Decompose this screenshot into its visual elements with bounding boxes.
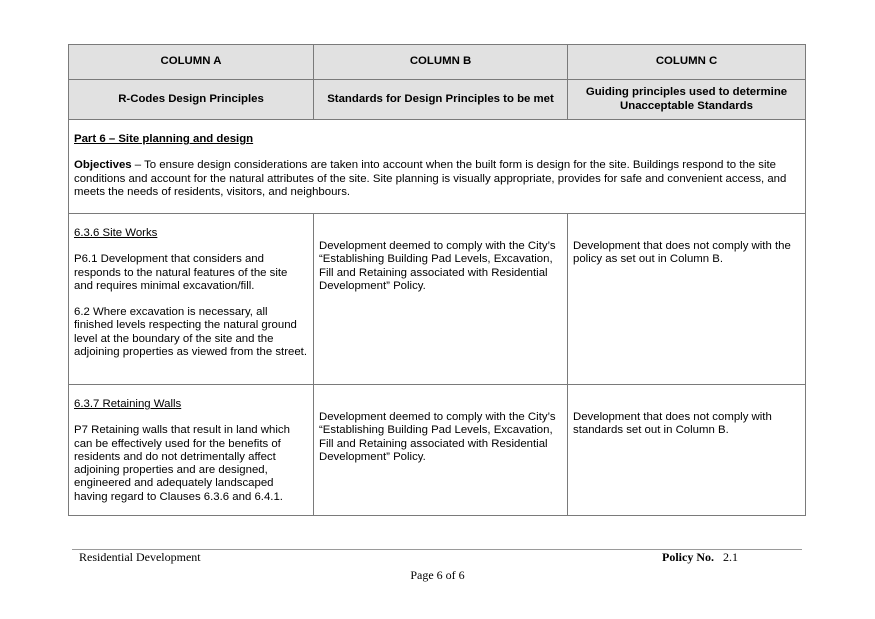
column-b-subheader: Standards for Design Principles to be met [314, 80, 568, 120]
policy-table [68, 44, 806, 516]
part-cell [69, 120, 806, 214]
standard-text: Development deemed to comply with the City’s “Establishing Building Pad Levels, Excavation, Fill and Retaining associated with Residential Development” Policy. [319, 411, 556, 463]
header-row [69, 45, 806, 80]
table-row [69, 385, 806, 516]
part-title: Part 6 – Site planning and design [74, 133, 254, 145]
principle-paragraph: 6.2 Where excavation is necessary, all finished levels respecting the natural ground level at the boundary of the site and the adjoining properties as viewed from the street. [74, 306, 307, 359]
policy-label: Policy No. [662, 550, 714, 564]
column-c-subheader: Guiding principles used to determine Unacceptable Standards [568, 80, 806, 120]
objectives-text [74, 159, 800, 199]
subheader-row [69, 80, 806, 120]
retaining-walls-cell [69, 385, 314, 516]
table-row [69, 214, 806, 385]
column-a-header: COLUMN A [69, 45, 314, 80]
page-number: Page 6 of 6 [410, 568, 465, 582]
footer-document-title: Residential Development [79, 550, 201, 564]
site-works-cell [69, 214, 314, 385]
unacceptable-text: Development that does not comply with standards set out in Column B. [573, 411, 772, 437]
standard-cell [314, 214, 568, 385]
footer-policy [662, 550, 738, 565]
unacceptable-cell [568, 385, 806, 516]
policy-number: 2.1 [723, 550, 738, 564]
column-a-subheader: R-Codes Design Principles [69, 80, 314, 120]
part-row [69, 120, 806, 214]
principle-paragraph: P7 Retaining walls that result in land which can be effectively used for the benefits of residents and do not detrimentally affect adjoining properties and are designed, engineered and adequately landscaped having regard to Clauses 6.3.6 and 6.4.1. [74, 424, 290, 503]
section-title: 6.3.6 Site Works [74, 227, 158, 239]
objectives-label: Objectives [74, 159, 132, 172]
principle-paragraph: P6.1 Development that considers and responds to the natural features of the site and requires minimal excavation/fill. [74, 253, 288, 292]
unacceptable-text: Development that does not comply with the policy as set out in Column B. [573, 240, 791, 266]
objectives-body: – To ensure design considerations are taken into account when the built form is design for the site. Buildings respond to the site conditions and account for the natural attributes of the site. Site planning is visually appropriate, provides for safe and convenient access, and meets the needs of residents, visitors, and neighbours. [74, 159, 787, 198]
column-b-header: COLUMN B [314, 45, 568, 80]
standard-cell [314, 385, 568, 516]
column-c-header: COLUMN C [568, 45, 806, 80]
section-title: 6.3.7 Retaining Walls [74, 398, 182, 410]
standard-text: Development deemed to comply with the City’s “Establishing Building Pad Levels, Excavation, Fill and Retaining associated with Residential Development” Policy. [319, 240, 556, 292]
unacceptable-cell [568, 214, 806, 385]
